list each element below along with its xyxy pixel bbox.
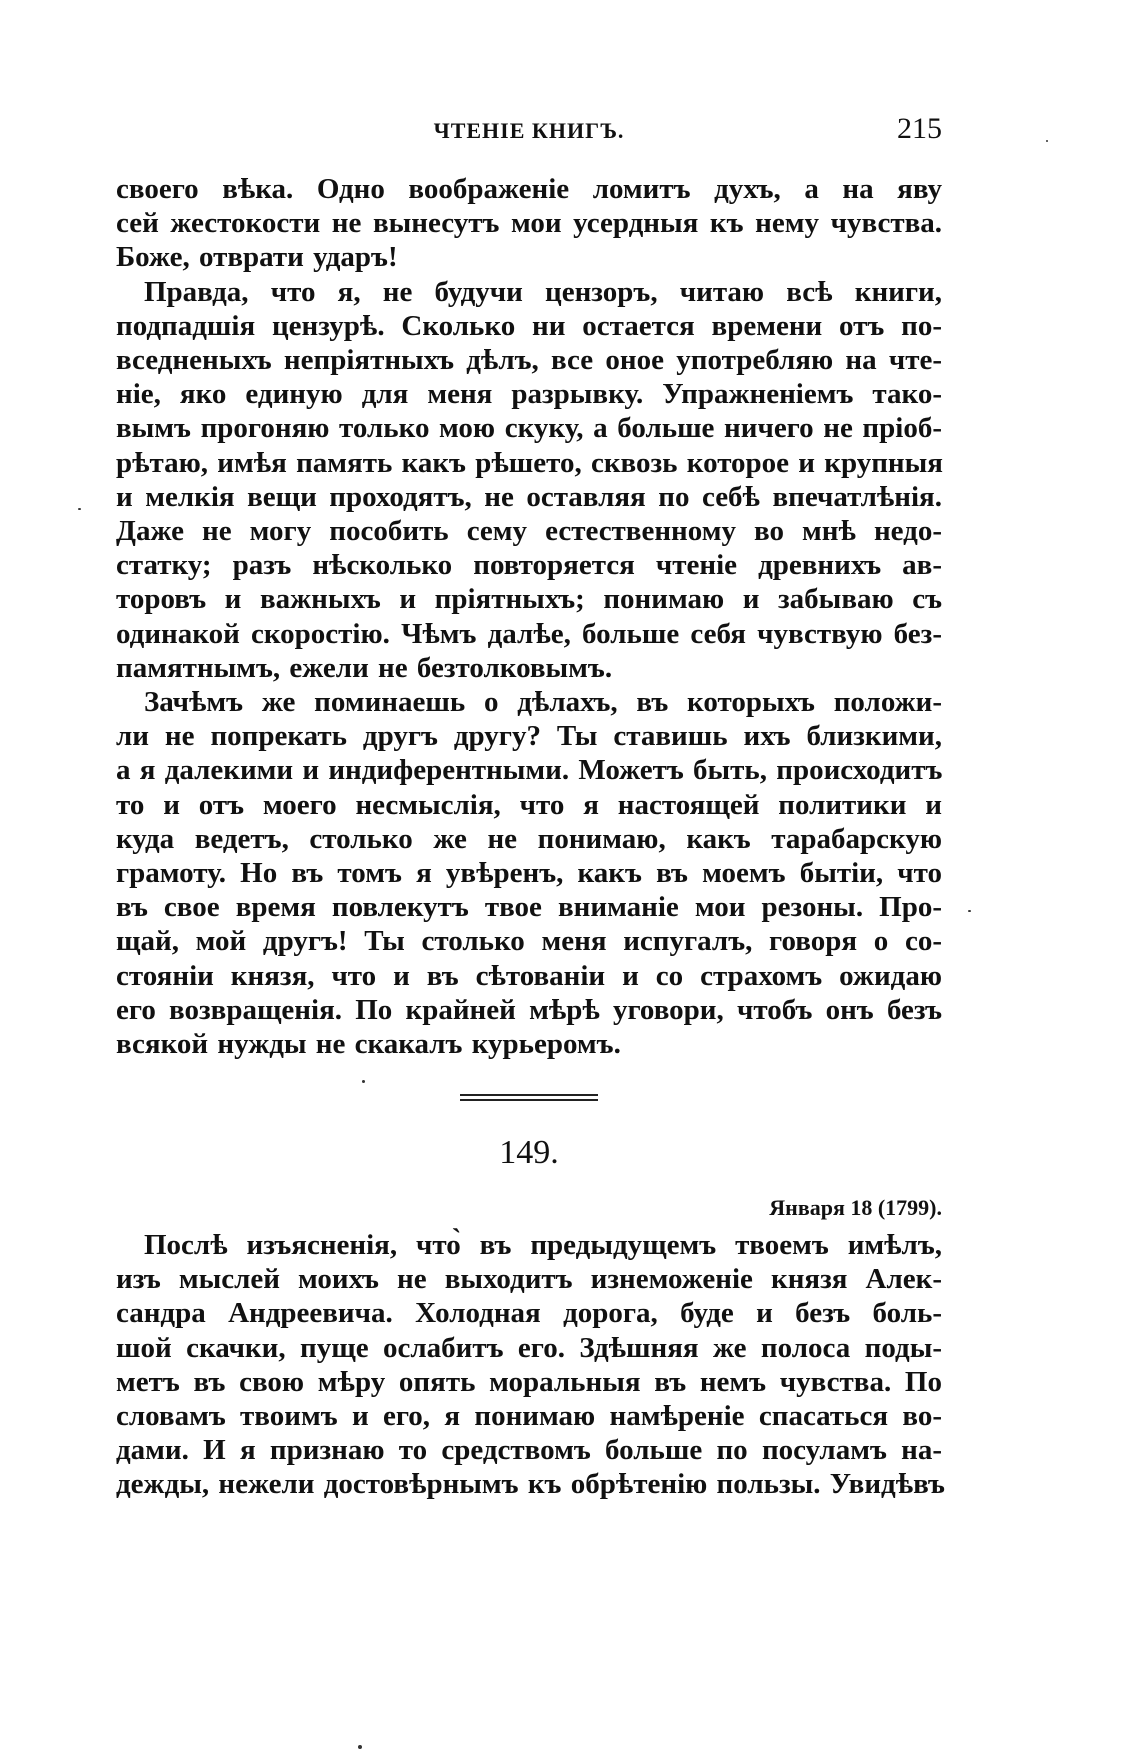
text-line: ли не попрекать другъ другу? Ты ставишь ихъ близкими,: [116, 720, 942, 753]
print-speck: [78, 508, 81, 510]
text-line: рѣтаю, имѣя память какъ рѣшето, сквозь которое и крупныя: [116, 446, 943, 479]
text-line: Послѣ изъясненія, что̀ въ предыдущемъ твоемъ имѣлъ,: [144, 1229, 942, 1261]
text-line: Боже, отврати ударъ!: [116, 241, 398, 274]
body-text-block: [116, 172, 942, 1061]
text-line: его возвращенія. По крайней мѣрѣ уговори, чтобъ онъ безъ: [116, 993, 942, 1026]
print-speck: [968, 910, 971, 912]
print-speck: [362, 1080, 365, 1083]
text-line: и мелкія вещи проходятъ, не оставляя по себѣ впечатлѣнія.: [116, 480, 942, 513]
text-line: вымъ прогоняю только мою скуку, а больше ничего не пріоб-: [116, 412, 942, 445]
text-line: метъ въ свою мѣру опять моральныя въ немъ чувства. По: [116, 1365, 942, 1398]
text-line: статку; разъ нѣсколько повторяется чтеніе древнихъ ав-: [116, 549, 942, 582]
body-text-block: [116, 1228, 945, 1502]
text-line: ніе, яко единую для меня разрывку. Упражненіемъ тако-: [116, 378, 942, 411]
letter-date: Января 18 (1799).: [769, 1195, 942, 1220]
running-title: ЧТЕНІЕ КНИГЪ.: [433, 118, 625, 143]
separator-rule: [460, 1094, 598, 1096]
text-line: сей жестокости не вынесутъ мои усердныя къ нему чувства.: [116, 207, 942, 240]
text-line: сандра Андреевича. Холодная дорога, буде и безъ боль-: [116, 1297, 942, 1330]
text-line: то и отъ моего несмыслія, что я настоящей политики и: [116, 788, 942, 821]
text-line: словамъ твоимъ и его, я понимаю намѣреніе спасаться во-: [116, 1400, 942, 1433]
text-line: изъ мыслей моихъ не выходитъ изнеможеніе князя Алек-: [116, 1263, 942, 1296]
text-line: Зачѣмъ же поминаешь о дѣлахъ, въ которыхъ положи-: [144, 686, 942, 719]
text-line: дами. И я признаю то средствомъ больше по посуламъ на-: [116, 1434, 942, 1467]
text-line: а я далекими и индиферентными. Можетъ быть, происходитъ: [116, 754, 943, 787]
running-head: [116, 112, 942, 152]
text-line: торовъ и важныхъ и пріятныхъ; понимаю и забываю съ: [116, 583, 942, 616]
text-line: куда ведетъ, столько же не понимаю, какъ тарабарскую: [116, 822, 942, 855]
text-line: въ свое время повлекутъ твое вниманіе мои резоны. Про-: [116, 891, 942, 924]
text-line: вседненыхъ непріятныхъ дѣлъ, все оное употребляю на чте-: [116, 344, 942, 377]
page-number: 215: [897, 112, 942, 145]
text-line: своего вѣка. Одно воображеніе ломитъ духъ, а на яву: [116, 173, 942, 205]
print-speck: [1046, 140, 1048, 142]
text-line: одинакой скоростію. Чѣмъ далѣе, больше себя чувствую без-: [116, 617, 942, 650]
text-line: шой скачки, пуще ослабитъ его. Здѣшняя же полоса поды-: [116, 1331, 942, 1364]
text-line: стояніи князя, что и въ сѣтованіи и со страхомъ ожидаю: [116, 959, 942, 992]
text-line: дежды, нежели достовѣрнымъ къ обрѣтенію пользы. Увидѣвъ: [116, 1468, 945, 1501]
text-line: Правда, что я, не будучи цензоръ, читаю всѣ книги,: [144, 275, 942, 308]
text-line: подпадшія цензурѣ. Сколько ни остается времени отъ по-: [116, 309, 942, 342]
text-line: Даже не могу пособить сему естественному во мнѣ недо-: [116, 515, 942, 548]
text-line: щай, мой другъ! Ты столько меня испугалъ, говоря о со-: [116, 925, 942, 958]
text-line: грамоту. Но въ томъ я увѣренъ, какъ въ моемъ бытіи, что: [116, 857, 942, 890]
separator-rule: [460, 1099, 598, 1101]
text-line: всякой нужды не скакалъ курьеромъ.: [116, 1028, 621, 1061]
text-line: памятнымъ, ежели не безтолковымъ.: [116, 651, 613, 684]
section-separator: [460, 1094, 598, 1104]
letter-number: 149.: [499, 1134, 559, 1171]
